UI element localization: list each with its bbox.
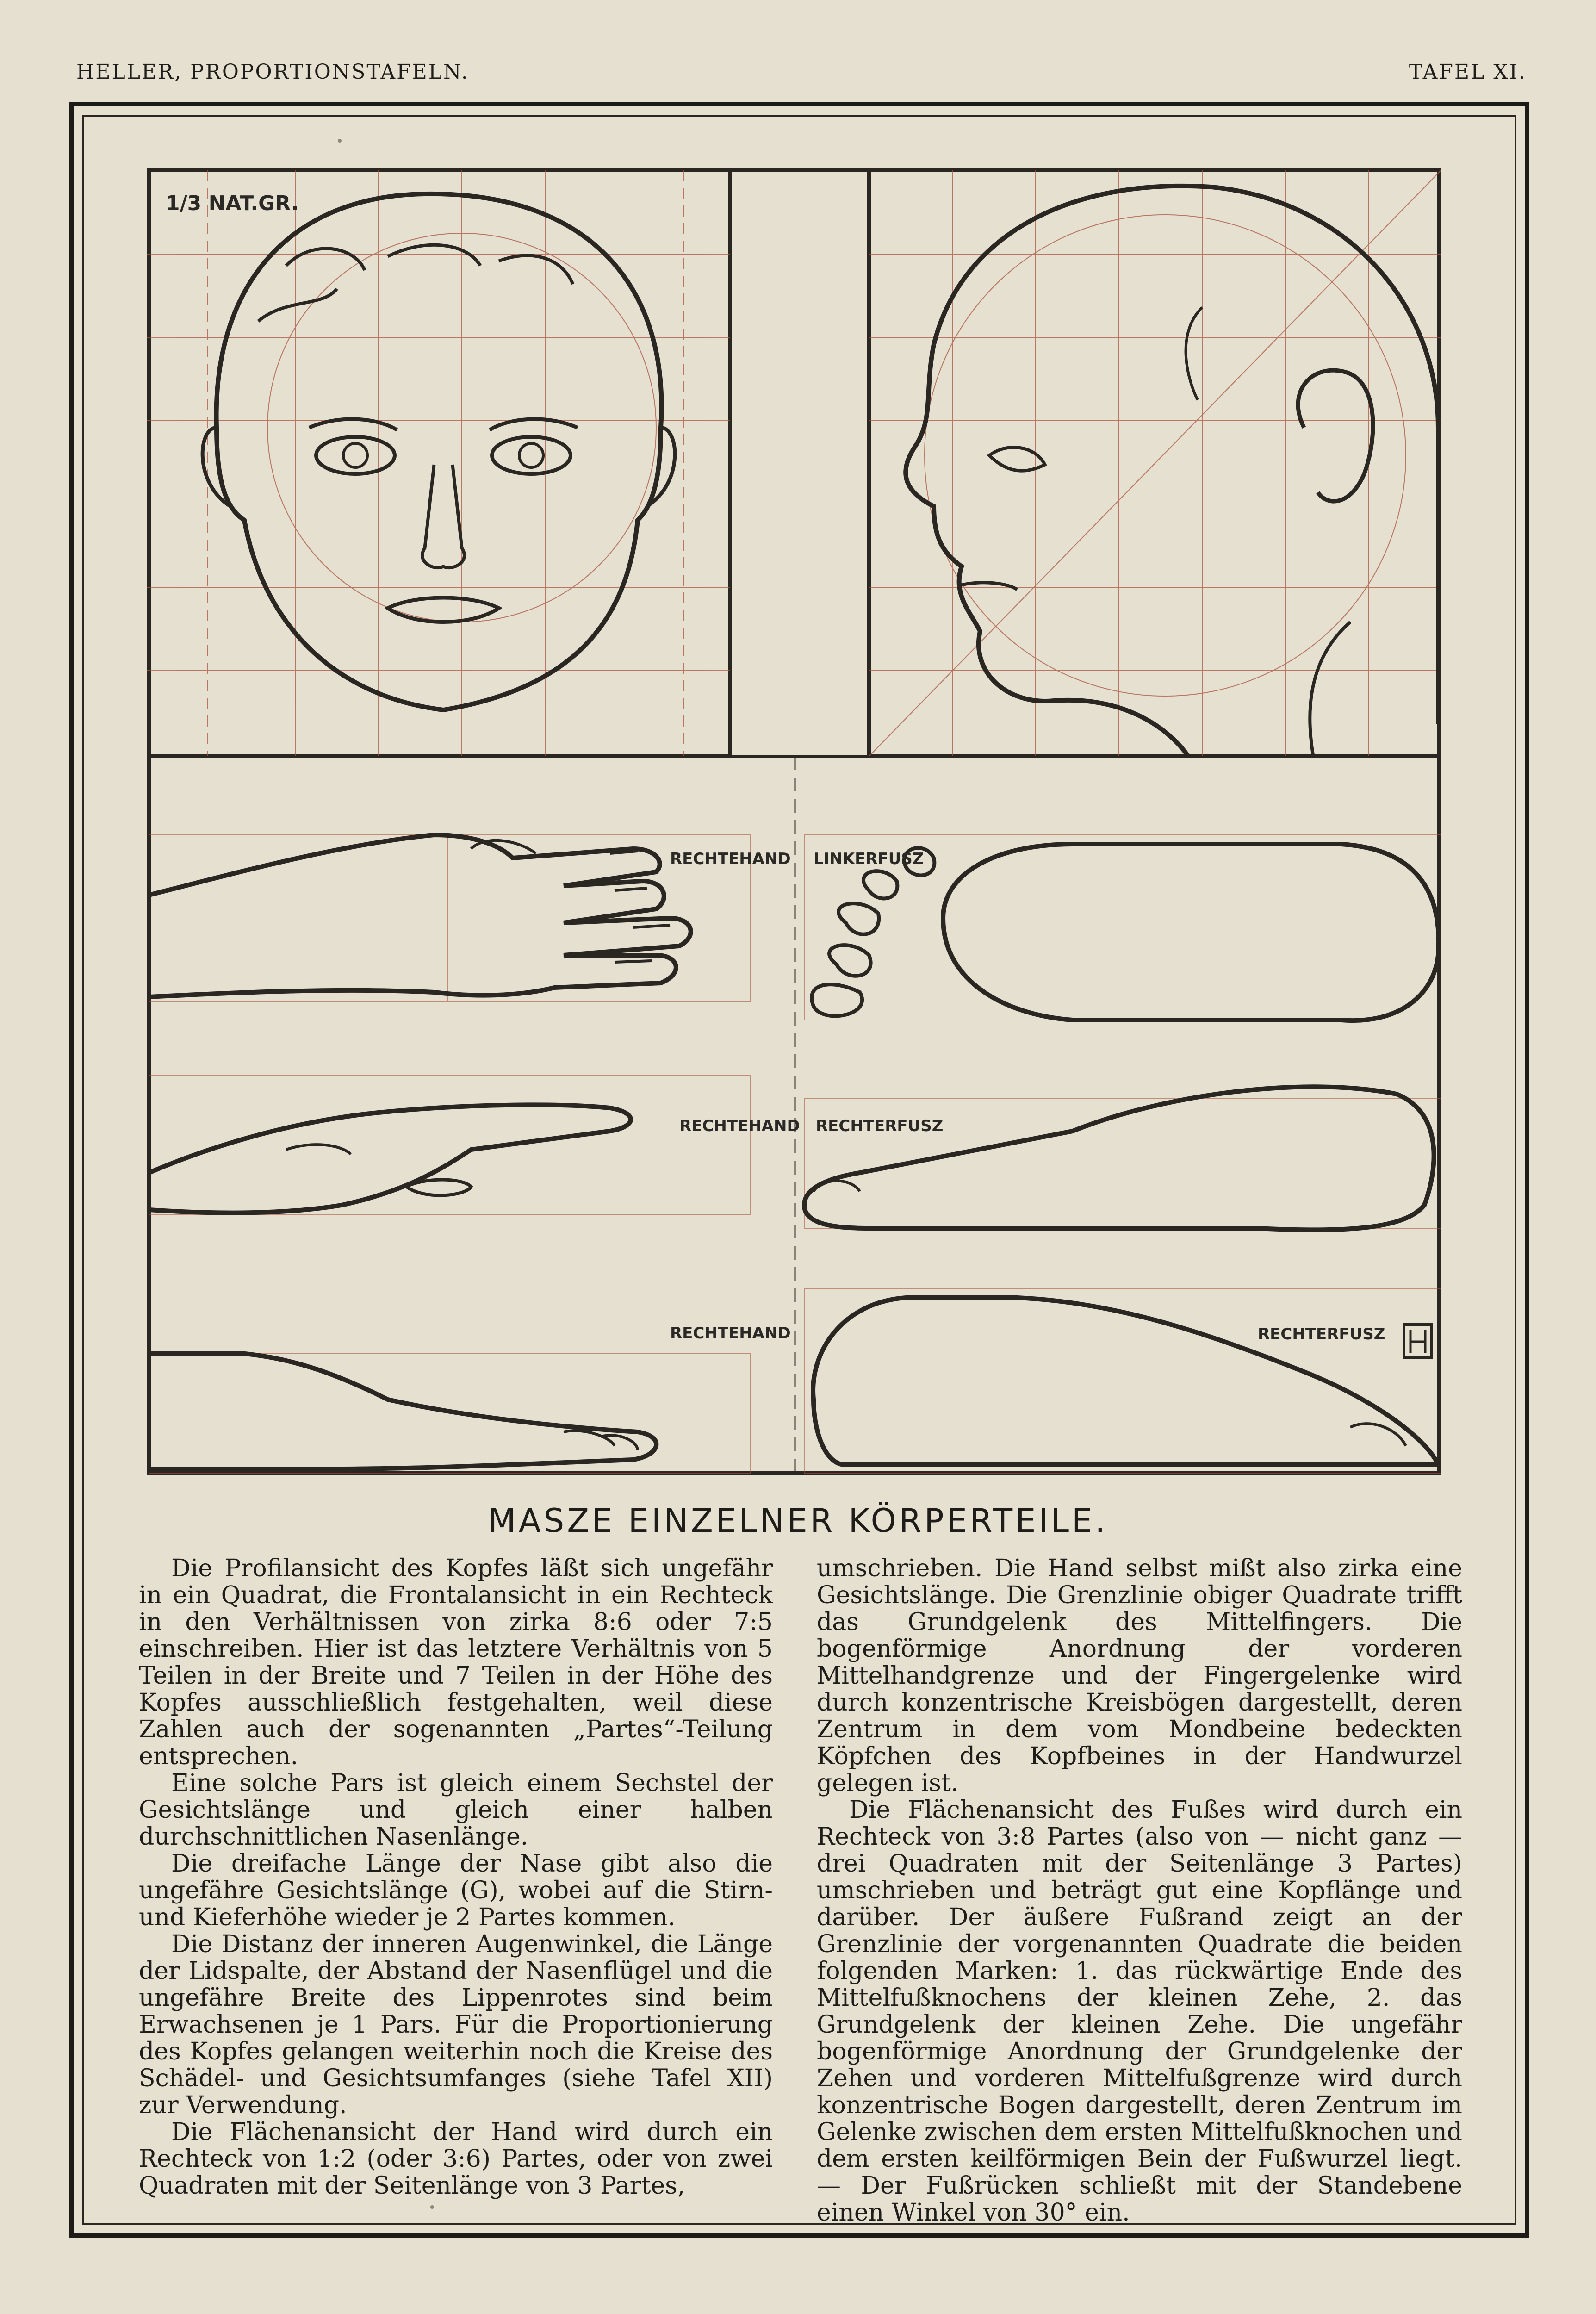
- right-foot-side-drawing: [804, 1087, 1441, 1230]
- label-right-foot-1: RECHTERFUSZ: [816, 1117, 944, 1135]
- front-head-drawing: [147, 170, 730, 756]
- label-right-foot-2: RECHTERFUSZ: [1258, 1325, 1385, 1344]
- paragraph: umschrieben. Die Hand selbst mißt also zirka eine Gesichtslänge. Die Grenzlinie obiger Quadrate trifft das Grundgelenk des Mittelfingers. Die bogenförmige Anordnung der vorderen Mittelhandgrenze und der Fingergelenke wird durch konzentrische Kreisbögen dargestellt, deren Zentrum in dem vom Mondbeine bedeckten Köpfchen des Kopfbeines in der Handwurzel gelegen ist.: [817, 1555, 1462, 1797]
- paragraph: Die Profilansicht des Kopfes läßt sich ungefähr in ein Quadrat, die Frontalansicht in ein Rechteck in den Verhältnissen von zirka 8:6 oder 7:5 einschreiben. Hier ist das letztere Verhältnis von 5 Teilen in der Breite und 7 Teilen in der Höhe des Kopfes ausschließlich festgehalten, weil diese Zahlen auch der sogenannten „Partes“-Teilung entsprechen.: [139, 1555, 773, 1770]
- paragraph: Die Distanz der inneren Augenwinkel, die Länge der Lidspalte, der Abstand der Nasenflügel und die ungefähre Breite des Lippenrotes sind beim Erwachsenen je 1 Pars. Für die Proportionierung des Kopfes gelangen weiterhin noch die Kreise des Schädel- und Gesichtsumfanges (siehe Tafel XII) zur Verwendung.: [139, 1930, 773, 2119]
- profile-head-drawing: [869, 170, 1441, 756]
- paper-speck: [430, 2205, 434, 2209]
- label-right-hand-2: RECHTEHAND: [679, 1117, 800, 1135]
- right-hand-dorsal-drawing: [149, 835, 751, 1001]
- text-column-right: [817, 1555, 1462, 2226]
- paragraph: Die dreifache Länge der Nase gibt also die ungefähre Gesichtslänge (G), wobei auf die Stirn- und Kieferhöhe wieder je 2 Partes kommen.: [139, 1850, 773, 1931]
- label-right-hand-3: RECHTEHAND: [670, 1324, 791, 1343]
- right-foot-lateral-drawing: [804, 1288, 1441, 1474]
- paragraph: Die Flächenansicht des Fußes wird durch ein Rechteck von 3:8 Partes (also von — nicht ganz — drei Quadraten mit der Seitenlänge 3 Partes) umschrieben und beträgt gut eine Kopflänge und darüber. Der äußere Fußrand zeigt an der Grenzlinie der vorgenannten Quadrate die beiden folgenden Marken: 1. das rückwärtige Ende des Mittelfußknochens der kleinen Zehe, 2. das Grundgelenk der kleinen Zehe. Die ungefähr bogenförmige Anordnung der Grundgelenke der Zehen und vorderen Mittelfußgrenze wird durch konzentrische Bogen dargestellt, deren Zentrum im Gelenke zwischen dem ersten Mittelfußknochen und dem ersten keilförmigen Bein der Fußwurzel liegt. — Der Fußrücken schließt mit der Standebene einen Winkel von 30° ein.: [817, 1796, 1462, 2227]
- right-hand-edge-drawing: [149, 1353, 751, 1473]
- plate-title: MASZE EINZELNER KÖRPERTEILE.: [488, 1502, 1108, 1540]
- running-header-left: HELLER, PROPORTIONSTAFELN.: [76, 60, 469, 84]
- label-left-foot: LINKERFUSZ: [814, 850, 924, 868]
- scale-label: 1/3 NAT.GR.: [166, 192, 299, 215]
- running-header-right: TAFEL XI.: [1409, 60, 1527, 84]
- paper-speck: [338, 139, 342, 143]
- text-column-left: [139, 1555, 773, 2199]
- plate-border: [149, 170, 1439, 1473]
- paragraph: Die Flächenansicht der Hand wird durch ein Rechteck von 1:2 (oder 3:6) Partes, oder von zwei Quadraten mit der Seitenlänge von 3 Partes,: [139, 2118, 773, 2200]
- anatomical-plate: [147, 168, 1441, 1475]
- label-right-hand-1: RECHTEHAND: [670, 850, 791, 868]
- paragraph: Eine solche Pars ist gleich einem Sechstel der Gesichtslänge und gleich einer halben durchschnittlichen Nasenlänge.: [139, 1769, 773, 1851]
- right-hand-side-drawing: [149, 1076, 751, 1214]
